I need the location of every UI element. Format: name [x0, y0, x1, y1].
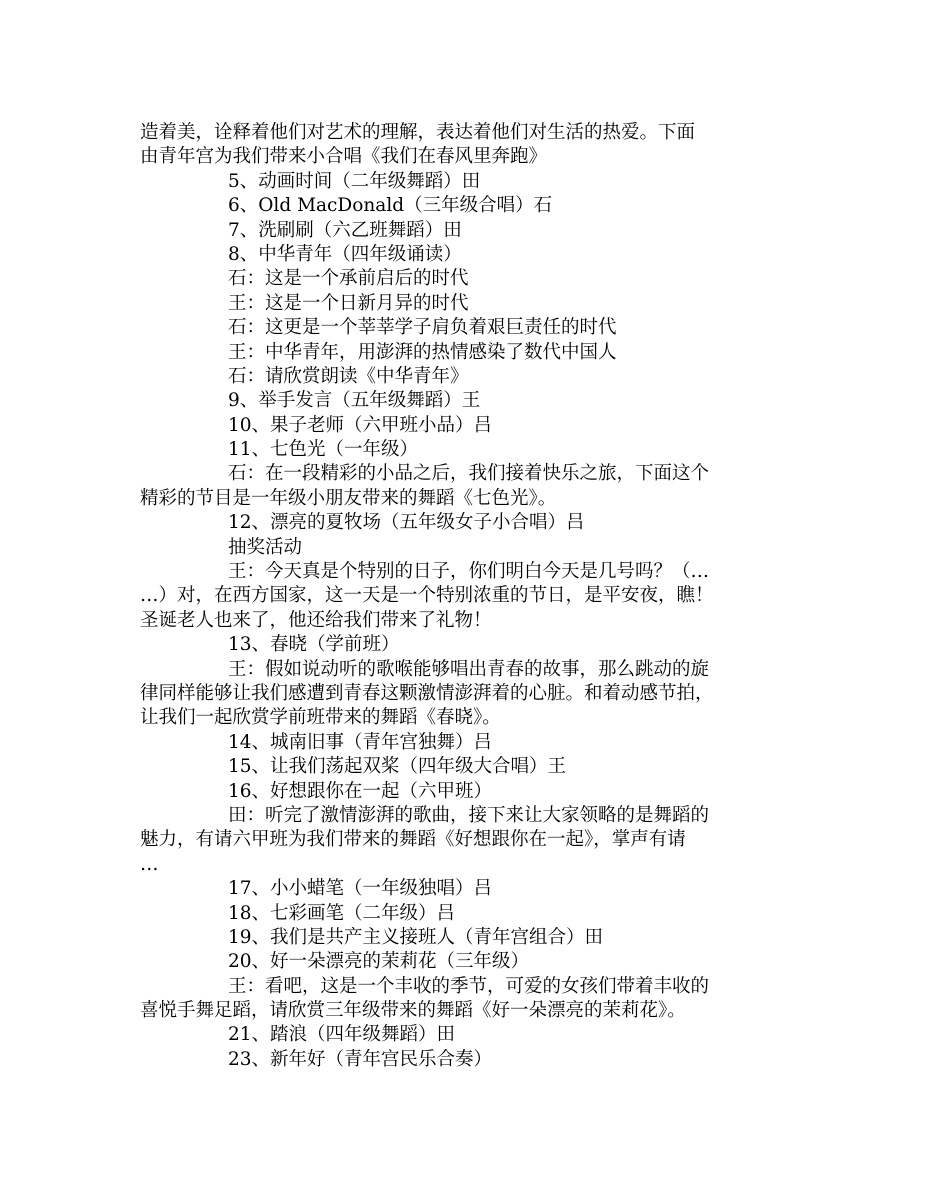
- paragraph-line: 魅力，有请六甲班为我们带来的舞蹈《好想跟你在一起》，掌声有请: [140, 829, 686, 851]
- paragraph-line-indented: 石：请欣赏朗读《中华青年》: [228, 365, 469, 387]
- paragraph-line-indented: 11、七色光（一年级）: [228, 439, 419, 461]
- paragraph-line-indented: 9、举手发言（五年级舞蹈）王: [228, 390, 481, 412]
- paragraph-line-indented: 王：今天真是个特别的日子，你们明白今天是几号吗？（…: [228, 561, 710, 583]
- paragraph-line-indented: 21、踏浪（四年级舞蹈）田: [228, 1024, 456, 1046]
- paragraph-line-indented: 13、春晓（学前班）: [228, 634, 400, 656]
- paragraph-line-indented: 王：中华青年，用澎湃的热情感染了数代中国人: [228, 341, 617, 363]
- paragraph-line-indented: 23、新年好（青年宫民乐合奏）: [228, 1048, 493, 1070]
- paragraph-line-indented: 7、洗刷刷（六乙班舞蹈）田: [228, 219, 462, 241]
- paragraph-line-indented: 抽奖活动: [228, 536, 303, 558]
- paragraph-line-indented: 17、小小蜡笔（一年级独唱）吕: [228, 878, 493, 900]
- paragraph-line-indented: 王：看吧，这是一个丰收的季节，可爱的女孩们带着丰收的: [228, 975, 710, 997]
- paragraph-line-indented: 王：假如说动听的歌喉能够唱出青春的故事，那么跳动的旋: [228, 658, 710, 680]
- paragraph-line: …: [140, 853, 159, 875]
- paragraph-line: 律同样能够让我们感遭到青春这颗激情澎湃着的心脏。和着动感节拍，: [140, 682, 714, 704]
- paragraph-line-indented: 王：这是一个日新月异的时代: [228, 292, 469, 314]
- paragraph-line: 造着美，诠释着他们对艺术的理解，表达着他们对生活的热爱。下面: [140, 122, 696, 143]
- paragraph-line-indented: 20、好一朵漂亮的茉莉花（三年级）: [228, 951, 530, 973]
- paragraph-line-indented: 石：在一段精彩的小品之后，我们接着快乐之旅，下面这个: [228, 463, 710, 485]
- paragraph-line-indented: 12、漂亮的夏牧场（五年级女子小合唱）吕: [228, 512, 585, 534]
- paragraph-line: 让我们一起欣赏学前班带来的舞蹈《春晓》。: [140, 707, 501, 729]
- paragraph-line-indented: 14、城南旧事（青年宫独舞）吕: [228, 731, 493, 753]
- paragraph-line-indented: 石：这是一个承前启后的时代: [228, 268, 469, 290]
- paragraph-line-indented: 16、好想跟你在一起（六甲班）: [228, 780, 493, 802]
- paragraph-line: 精彩的节目是一年级小朋友带来的舞蹈《七色光》。: [140, 487, 557, 509]
- paragraph-line: 喜悦手舞足蹈，请欣赏三年级带来的舞蹈《好一朵漂亮的茉莉花》。: [140, 1000, 686, 1022]
- paragraph-line: 由青年宫为我们带来小合唱《我们在春风里奔跑》: [140, 146, 548, 168]
- paragraph-line-indented: 18、七彩画笔（二年级）吕: [228, 902, 456, 924]
- paragraph-line-indented: 19、我们是共产主义接班人（青年宫组合）田: [228, 926, 604, 948]
- paragraph-line: 圣诞老人也来了，他还给我们带来了礼物！: [140, 609, 492, 631]
- paragraph-line: …）对，在西方国家，这一天是一个特别浓重的节日，是平安夜，瞧！: [140, 585, 714, 607]
- paragraph-line-indented: 田：听完了激情澎湃的歌曲，接下来让大家领略的是舞蹈的: [228, 804, 710, 826]
- paragraph-line-indented: 6、Old MacDonald（三年级合唱）石: [228, 195, 553, 217]
- paragraph-line-indented: 5、动画时间（二年级舞蹈）田: [228, 170, 481, 192]
- document-body: [140, 121, 820, 1072]
- paragraph-line-indented: 石：这更是一个莘莘学子肩负着艰巨责任的时代: [228, 317, 617, 339]
- paragraph-line-indented: 8、中华青年（四年级诵读）: [228, 243, 462, 265]
- paragraph-line-indented: 10、果子老师（六甲班小品）吕: [228, 414, 493, 436]
- paragraph-line-indented: 15、让我们荡起双桨（四年级大合唱）王: [228, 756, 567, 778]
